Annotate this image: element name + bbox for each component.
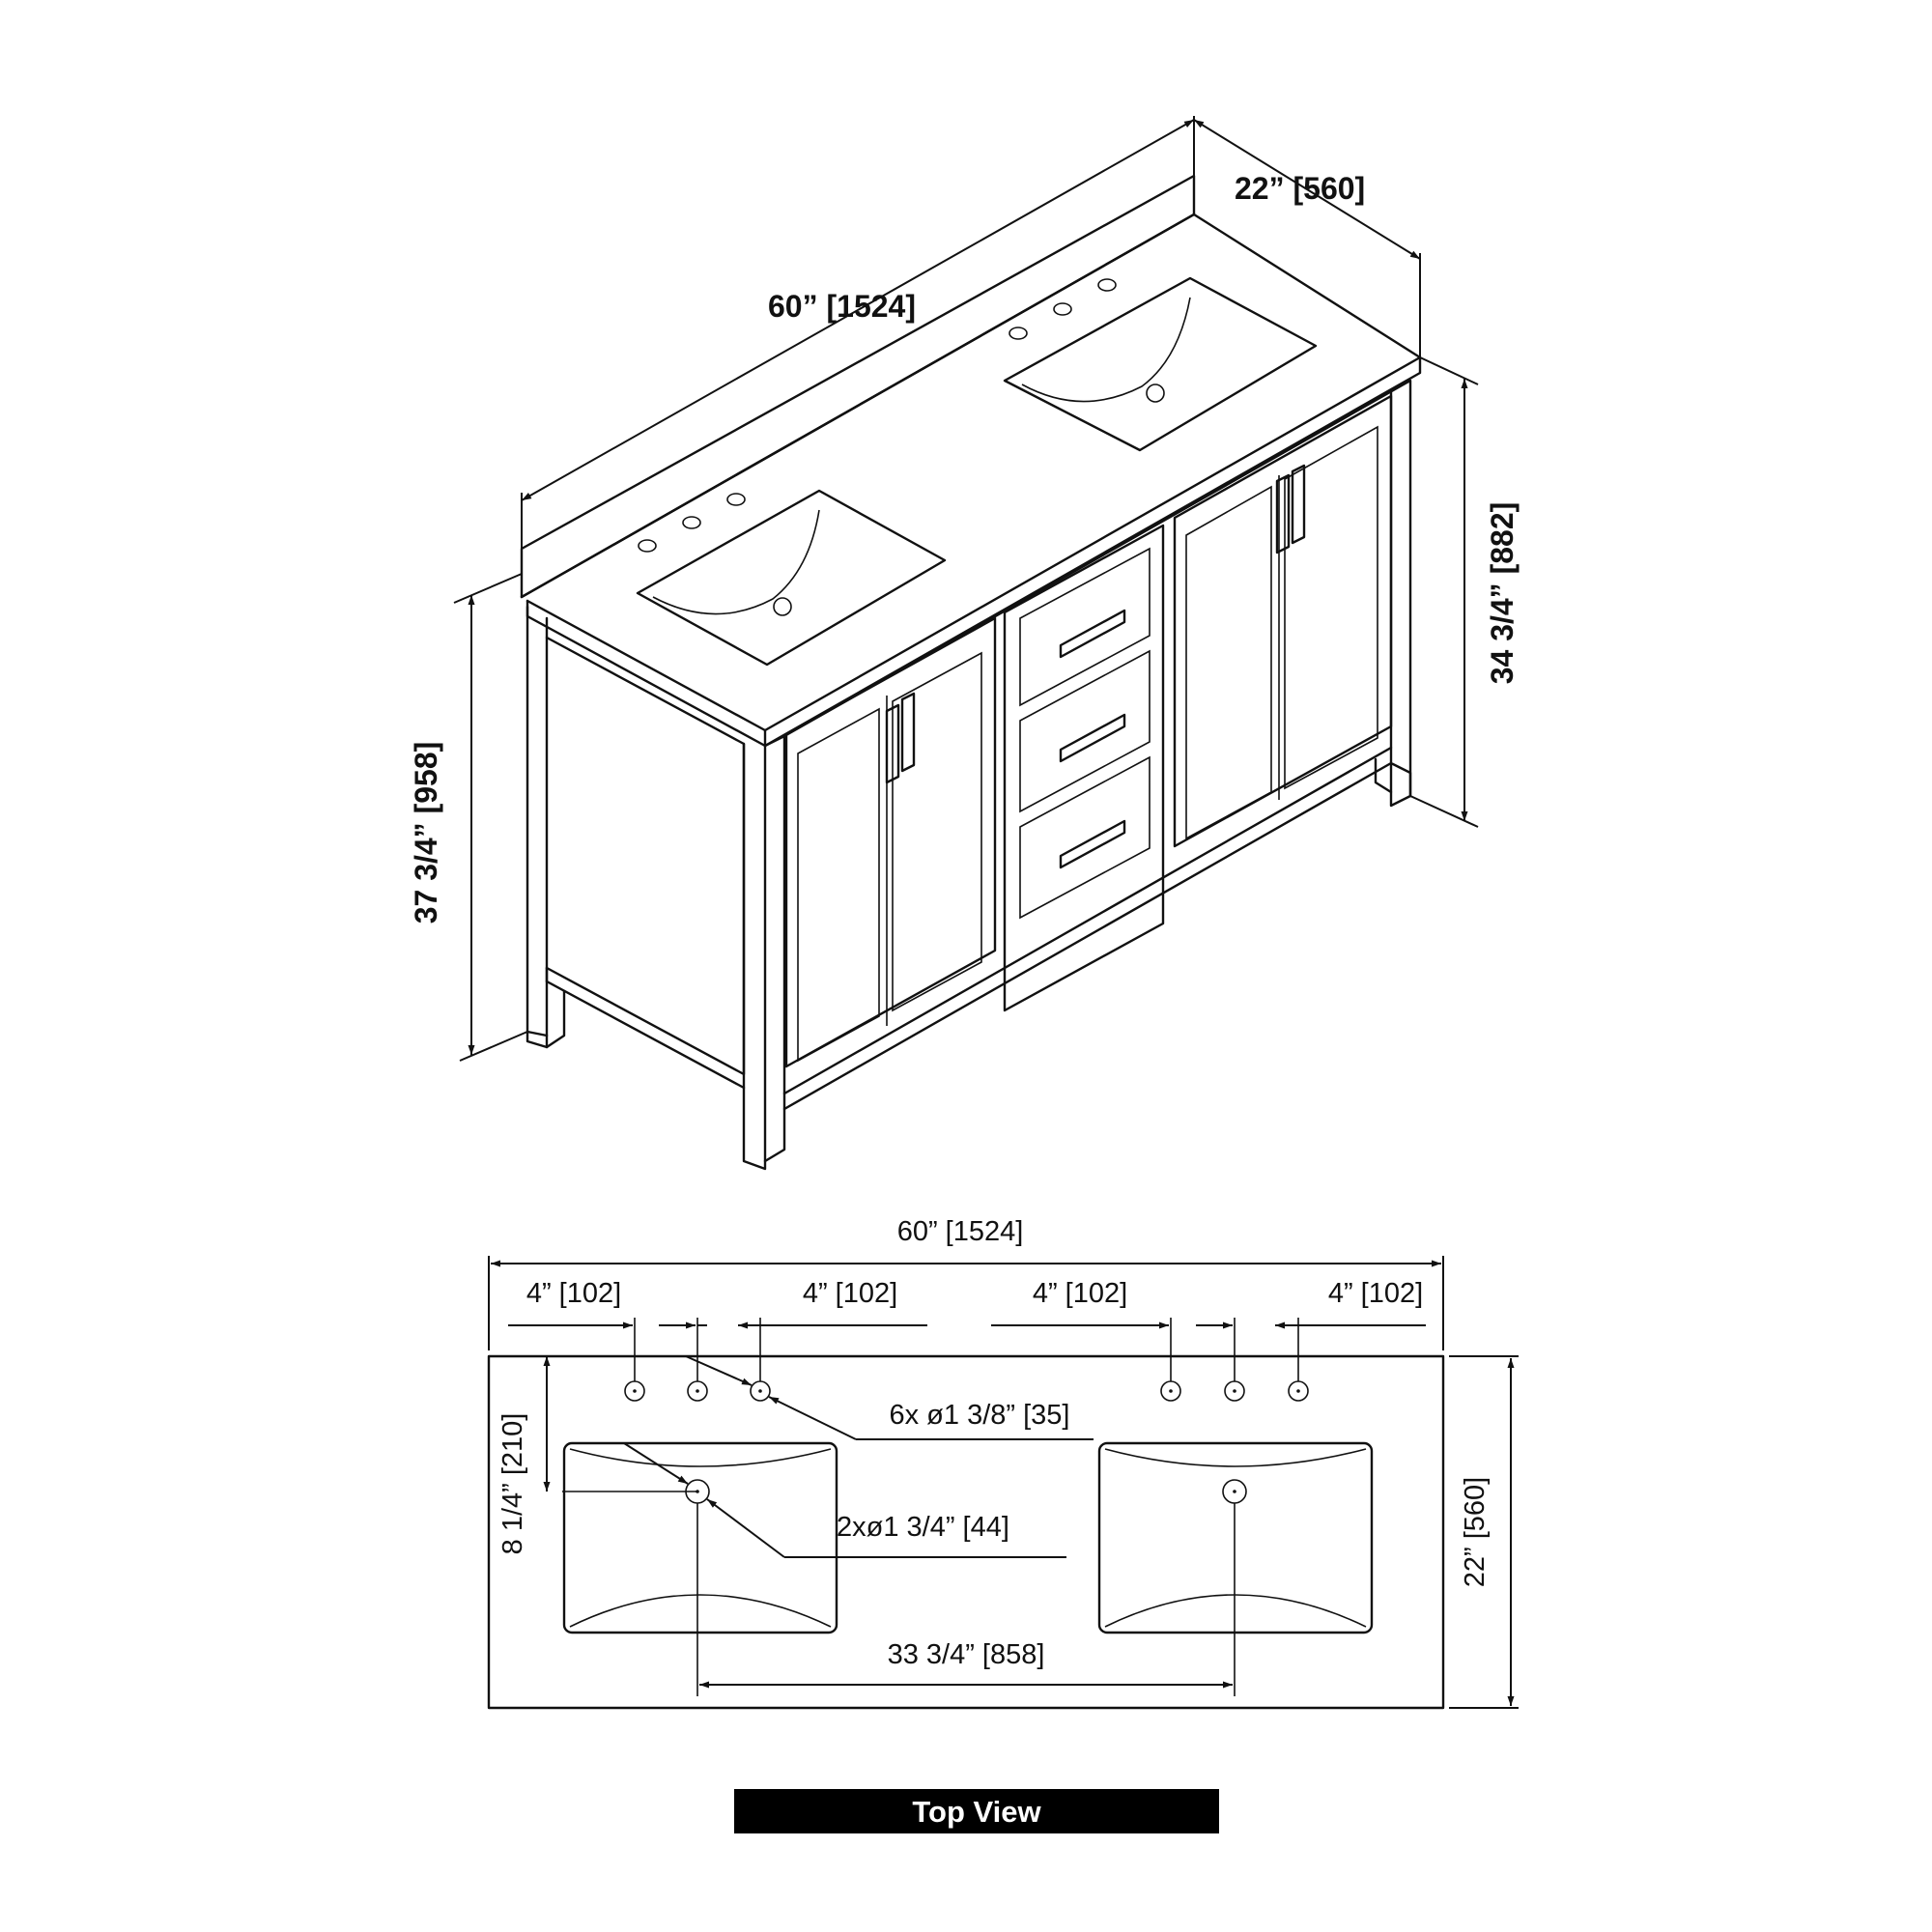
drawer-1 [1020,549,1150,705]
iso-depth-dimension [1194,120,1420,357]
faucet-hole [683,517,700,528]
right-basin [1099,1443,1372,1633]
top-depth-label: 22” [560] [1460,1476,1491,1588]
faucet-holes-label: 6x ø1 3/8” [35] [889,1400,1070,1431]
top-view-banner [734,1789,1219,1833]
side-panel [527,607,744,1088]
drain-callout [562,1443,1066,1557]
faucet-hole [1009,327,1027,339]
drain-offset-dimension [497,1356,547,1554]
right-door-pair [1175,396,1391,846]
backsplash [522,176,1194,597]
right-hole-spacing [991,1278,1426,1381]
right-sink [1005,278,1316,450]
iso-height-cabinet-dimension [1410,357,1520,827]
drain-offset-label: 8 1/4” [210] [497,1412,528,1555]
isometric-view [409,116,1520,1169]
faucet-holes [625,1381,1308,1401]
left-door-pair [786,618,995,1066]
left-hole-spacing [508,1278,927,1381]
left-hole-spacing-a: 4” [102] [526,1278,622,1309]
left-sink [638,491,945,665]
iso-depth-label: 22” [560] [1235,171,1366,206]
faucet-hole-callout [686,1356,1094,1439]
drains-label: 2xø1 3/4” [44] [837,1512,1009,1543]
top-width-dimension [489,1216,1443,1350]
drawer-3 [1020,757,1150,918]
drain-spacing-label: 33 3/4” [858] [887,1639,1045,1670]
iso-height-cabinet-label: 34 3/4” [882] [1485,501,1520,685]
top-view-banner-label: Top View [912,1795,1041,1829]
top-depth-dimension [1449,1356,1519,1708]
iso-height-total-dimension [409,574,527,1061]
iso-width-label: 60” [1524] [768,289,916,324]
faucet-hole [1054,303,1071,315]
top-view [489,1216,1519,1708]
faucet-hole [639,540,656,552]
left-basin [564,1443,837,1633]
top-width-label: 60” [1524] [896,1216,1024,1247]
faucet-hole [727,494,745,505]
right-hole-spacing-a: 4” [102] [1032,1278,1128,1309]
iso-height-total-label: 37 3/4” [958] [409,741,443,924]
faucet-hole [1098,279,1116,291]
left-hole-spacing-b: 4” [102] [802,1278,898,1309]
right-hole-spacing-b: 4” [102] [1327,1278,1424,1309]
drawer-2 [1020,651,1150,811]
